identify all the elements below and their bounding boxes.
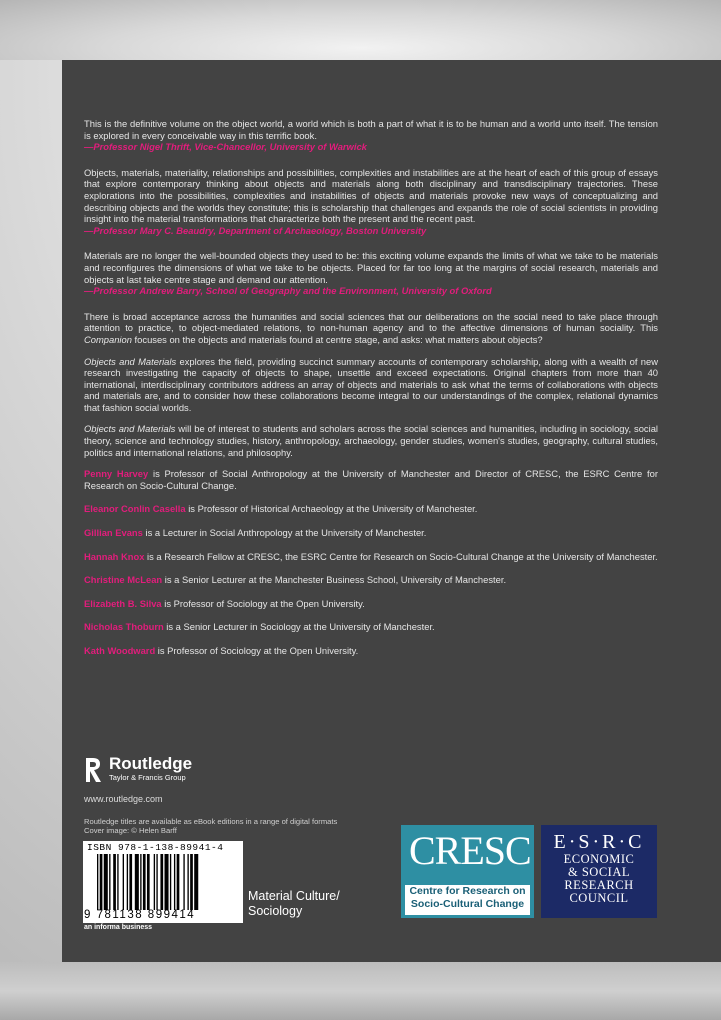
author-bio: Penny Harvey is Professor of Social Anthropology at the University of Manchester and Director of CRESC, the ESRC Centre for Research on Socio-Cultural Change.	[84, 468, 658, 491]
routledge-logo	[84, 754, 192, 784]
ebook-note: Routledge titles are available as eBook editions in a range of digital formats	[84, 817, 338, 826]
author-name: Hannah Knox	[84, 550, 145, 562]
author-bio: Elizabeth B. Silva is Professor of Sociology at the Open University.	[84, 597, 365, 609]
routledge-r-icon	[84, 754, 104, 784]
blurb	[84, 167, 658, 237]
blurb	[84, 250, 658, 296]
author-name: Eleanor Conlin Casella	[84, 503, 186, 515]
author-name: Christine McLean	[84, 574, 163, 586]
author-name: Gillian Evans	[84, 527, 143, 539]
blurb-attribution: —Professor Mary C. Beaudry, Department of Archaeology, Boston University	[84, 224, 427, 236]
author-bio: Gillian Evans is a Lecturer in Social Anthropology at the University of Manchester.	[84, 527, 427, 539]
author-bio: Eleanor Conlin Casella is Professor of Historical Archaeology at the University of Manchester.	[84, 503, 478, 515]
author-name: Nicholas Thoburn	[84, 621, 164, 633]
cresc-wordmark: CRESC	[409, 828, 531, 873]
informa-label: an informa business	[84, 924, 153, 931]
cresc-subtitle: Centre for Research on Socio-Cultural Change	[405, 885, 530, 915]
isbn-barcode	[83, 841, 243, 923]
publisher-group: Taylor & Francis Group	[109, 773, 186, 782]
isbn-text: ISBN 978-1-138-89941-4	[87, 842, 224, 853]
author-bio: Nicholas Thoburn is a Senior Lecturer in Sociology at the University of Manchester.	[84, 621, 435, 633]
author-list	[84, 468, 658, 656]
publisher-notes	[84, 817, 337, 836]
description-paragraph: There is broad acceptance across the humanities and social sciences that our deliberations on the social need to take place through attention to practice, to object-mediated relations, to non-human agency and to the affective dimensions of human sociality. This Companion focuses on the objects and materials found at centre stage, and asks: what matters about objects?	[84, 310, 658, 345]
author-bio: Kath Woodward is Professor of Sociology at the Open University.	[84, 645, 359, 656]
cover-photo-bottom	[0, 962, 721, 1020]
barcode-icon	[97, 854, 235, 910]
back-cover-text	[84, 118, 658, 669]
blurb-attribution: —Professor Andrew Barry, School of Geography and the Environment, University of Oxford	[84, 285, 492, 297]
author-name: Elizabeth B. Silva	[84, 597, 162, 609]
author-bio: Hannah Knox is a Research Fellow at CRESC, the ESRC Centre for Research on Socio-Cultural Change at the University of Manchester.	[84, 550, 658, 562]
publisher-name: Routledge	[109, 754, 193, 773]
author-name: Kath Woodward	[84, 645, 156, 656]
esrc-logo: E·S·R·C ECONOMIC & SOCIAL RESEARCH COUNCIL	[541, 825, 657, 918]
blurb-attribution: —Professor Nigel Thrift, Vice-Chancellor, University of Warwick	[84, 141, 367, 153]
author-bio: Christine McLean is a Senior Lecturer at the Manchester Business School, University of Manchester.	[84, 574, 507, 586]
blurb	[84, 118, 658, 153]
cresc-logo	[401, 825, 534, 918]
blurb-list	[84, 118, 658, 297]
description-paragraph: Objects and Materials explores the field, providing succinct summary accounts of contemporary scholarship, along with a wealth of new research investigating the capacity of objects to shape, unsettle and exceed expectations. Original chapters from more than 40 international, interdisciplinary contributors address an array of objects and materials to ask what the terms of collaborations with objects and materials are, and to consider how these collaborations become integral to our understandings of the complex, relational dynamics that fashion social worlds.	[84, 355, 658, 413]
blurb-text: Materials are no longer the well-bounded objects they used to be: this exciting volume expands the limits of what we take to be materials and reconfigures the dimensions of what we take to be objects. Placed for far too long at the margins of social research, materials and objects at last take centre stage and demand our attention.	[84, 250, 658, 285]
publisher-url: www.routledge.com	[84, 794, 163, 804]
ean-number: 9 781138 899414	[84, 909, 196, 921]
subject-category: Material Culture/ Sociology	[248, 889, 340, 918]
cover-credit: Cover image: © Helen Barff	[84, 826, 177, 836]
cover-photo-top	[0, 0, 721, 60]
blurb-text: This is the definitive volume on the object world, a world which is both a part of what it is to be human and a world unto itself. The tension is explored in every conceivable way in this terrific book.	[84, 118, 658, 141]
author-name: Penny Harvey	[84, 468, 149, 480]
blurb-text: Objects, materials, materiality, relationships and possibilities, complexities and instabilities are at the heart of each of this group of essays that explore contemporary thinking about objects and materials along both disciplinary and transdisciplinary trajectories. These explorations into the possibilities, complexities and instabilities of objects and materials provoke new ways of conceptualizing and describing objects and the worlds they constitute; this is scholarship that challenges and expands the role of social scientists in providing insight into the material transformations that characterize both the present and the recent past.	[84, 166, 658, 225]
description-paragraph: Objects and Materials will be of interest to students and scholars across the social sciences and humanities, including in sociology, social theory, science and technology studies, history, anthropology, archaeology, gender studies, women's studies, geography, cultural studies, politics and international relations, and philosophy.	[84, 423, 658, 458]
